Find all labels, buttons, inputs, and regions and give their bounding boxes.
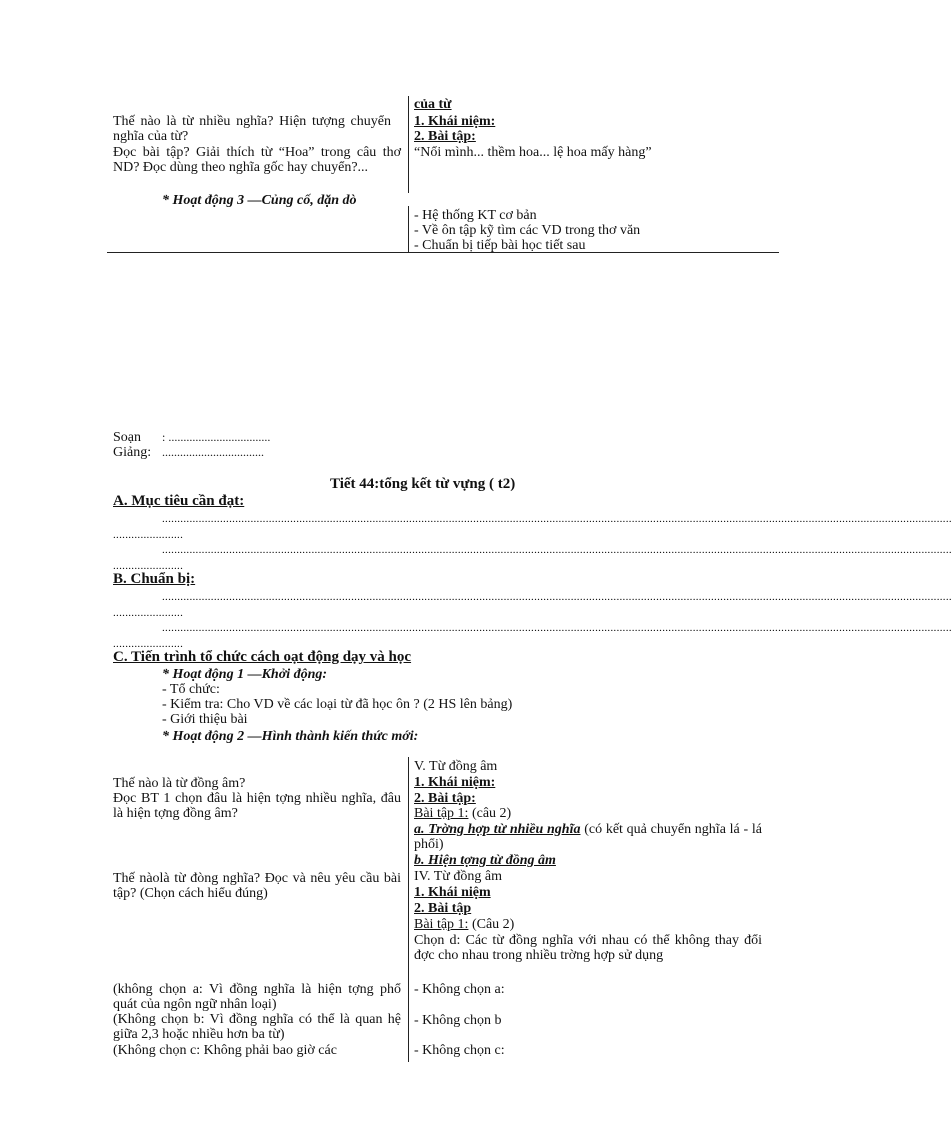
soan-label: Soạn [113,430,141,445]
top-right-khai-niem: 1. Khái niệm: [414,114,496,129]
dotted-line: ................................................................................................................................................................................................................................................................... [162,544,952,556]
dotted-line: ................................................................................................................................................................................................................................................................... [162,622,952,634]
dotted-line-tail: ....................... [113,560,184,572]
right-khai-niem: 1. Khái niệm: [414,775,496,790]
lower-table-divider [408,757,409,1062]
summary-item: - Chuẩn bị tiếp bài học tiết sau [414,238,586,253]
right-bt1-line-2 [414,917,514,932]
right-not-a: - Không chọn a: [414,982,505,997]
left-note-a: (không chọn a: Vì đồng nghĩa là hiện tợng phổ quát của ngôn ngữ nhân loại) [113,982,401,1012]
right-not-b: - Không chọn b [414,1013,502,1028]
right-option-a-rest: (có kết quả chuyển nghĩa lá - lá phổi) [414,822,763,852]
right-heading-iv: IV. Từ đồng âm [414,869,502,884]
right-bt1-rest: (câu 2) [468,806,512,821]
soan-value: : .................................. [162,430,271,444]
dotted-line: ................................................................................................................................................................................................................................................................... [162,513,952,525]
top-table-divider-lower [408,206,409,253]
activity-1-item: - Tổ chức: [162,682,220,697]
top-right-cut-line: của từ [414,97,452,112]
dotted-line: ................................................................................................................................................................................................................................................................... [162,591,952,603]
right-bt1-label: Bài tập 1: [414,806,469,821]
right-option-a [414,822,762,852]
summary-item: - Hệ thống KT cơ bản [414,208,537,223]
right-chon-d: Chọn d: Các từ đồng nghĩa với nhau có thể không thay đổi đợc cho nhau trong nhiều trờng hợp sử dụng [414,933,762,963]
right-bai-tap-2: 2. Bài tập [414,901,472,916]
giang-label: Giảng: [113,445,152,460]
left-note-b: (Không chọn b: Vì đồng nghĩa có thể là quan hệ giữa 2,3 hoặc nhiều hơn ba từ) [113,1012,401,1042]
top-left-question-1: Thế nào là từ nhiều nghĩa? Hiện tượng chuyển nghĩa của từ? [113,114,391,144]
right-bt1-label-2: Bài tập 1: [414,917,469,932]
right-option-a-label: a. Trờng hợp từ nhiều nghĩa [414,822,581,837]
activity-1-title: * Hoạt động 1 —Khởi động: [162,667,328,682]
activity-3-title: * Hoạt động 3 —Củng cố, dặn dò [162,193,357,208]
activity-1-item: - Giới thiệu bài [162,712,248,727]
left-question-bt1: Đọc BT 1 chọn đâu là hiện tợng nhiều nghĩa, đâu là hiện tợng đồng âm? [113,791,401,821]
right-khai-niem-2: 1. Khái niệm [414,885,491,900]
right-bt1-rest-2: (Câu 2) [468,917,515,932]
top-right-quote: “Nổi mình... thềm hoa... lệ hoa mấy hàng” [414,145,652,160]
left-question-dong-am: Thế nào là từ đồng âm? [113,776,246,791]
top-left-question-2: Đọc bài tập? Giải thích từ “Hoa” trong câu thơ ND? Đọc dùng theo nghĩa gốc hay chuyển?... [113,145,401,175]
section-b-heading: B. Chuẩn bị: [113,571,196,587]
right-bt1-line [414,806,511,821]
left-note-c: (Không chọn c: Không phải bao giờ các [113,1043,337,1058]
giang-value: .................................. [162,445,264,459]
right-option-b: b. Hiện tợng từ đồng âm [414,853,556,868]
right-heading-v: V. Từ đồng âm [414,759,498,774]
activity-1-item: - Kiểm tra: Cho VD về các loại từ đã học ôn ? (2 HS lên bảng) [162,697,513,712]
right-not-c: - Không chọn c: [414,1043,505,1058]
activity-2-title: * Hoạt động 2 —Hình thành kiến thức mới: [162,729,419,744]
left-question-dong-nghia: Thế nàolà từ đòng nghĩa? Đọc và nêu yêu cầu bài tập? (Chọn cách hiểu đúng) [113,871,401,901]
section-a-heading: A. Mục tiêu cần đạt: [113,493,245,509]
top-right-bai-tap: 2. Bài tập: [414,129,476,144]
page-title: Tiết 44:tổng kết từ vựng ( t2) [330,476,516,492]
dotted-line-tail: ....................... [113,638,184,650]
section-c-heading: C. Tiến trình tổ chức cách oạt động dạy và học [113,649,412,665]
dotted-line-tail: ....................... [113,607,184,619]
dotted-line-tail: ....................... [113,529,184,541]
top-table-divider [408,96,409,193]
right-bai-tap: 2. Bài tập: [414,791,476,806]
summary-item: - Về ôn tập kỹ tìm các VD trong thơ văn [414,223,641,238]
